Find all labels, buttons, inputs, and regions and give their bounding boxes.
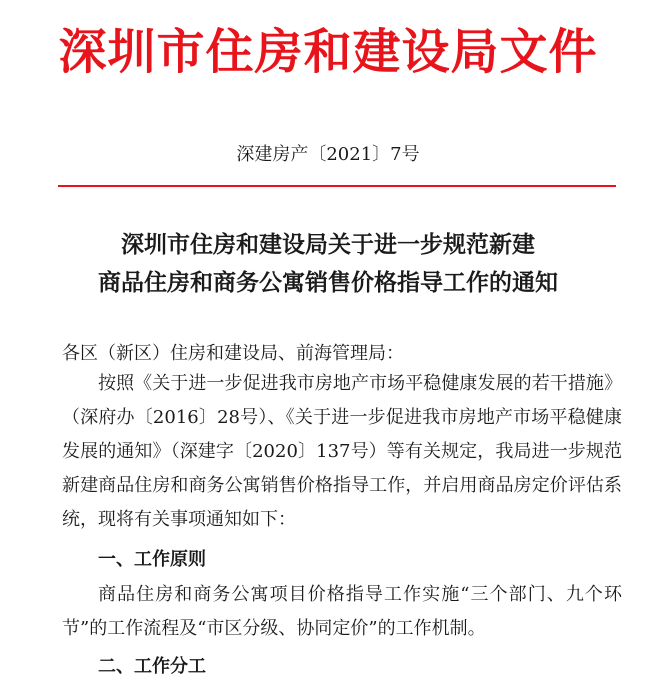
intro-paragraph: 按照《关于进一步促进我市房地产市场平稳健康发展的若干措施》（深府办〔2016〕28号）、《关于进一步促进我市房地产市场平稳健康发展的通知》（深建字〔2020〕137号）等有关规定，我局进一步规范新建商品住房和商务公寓销售价格指导工作，并启用商品房定价评估系统，现将有关事项通知如下： xyxy=(62,373,622,530)
principles-paragraph: 商品住房和商务公寓项目价格指导工作实施“三个部门、九个环节”的工作流程及“市区分级、协同定价”的工作机制。 xyxy=(62,584,622,639)
notice-title xyxy=(0,226,656,302)
issuer-header-title: 深圳市住房和建设局文件 xyxy=(58,24,598,80)
section-heading-principles: 一、工作原则 xyxy=(98,549,206,570)
document-number: 深建房产〔2021〕7号 xyxy=(236,144,420,165)
section-heading-division-of-work: 二、工作分工 xyxy=(98,656,206,677)
notice-title-line-2: 商品住房和商务公寓销售价格指导工作的通知 xyxy=(98,269,558,296)
notice-title-line-1: 深圳市住房和建设局关于进一步规范新建 xyxy=(121,231,535,258)
red-divider-line xyxy=(58,185,616,187)
addressee-line: 各区（新区）住房和建设局、前海管理局： xyxy=(62,343,404,364)
